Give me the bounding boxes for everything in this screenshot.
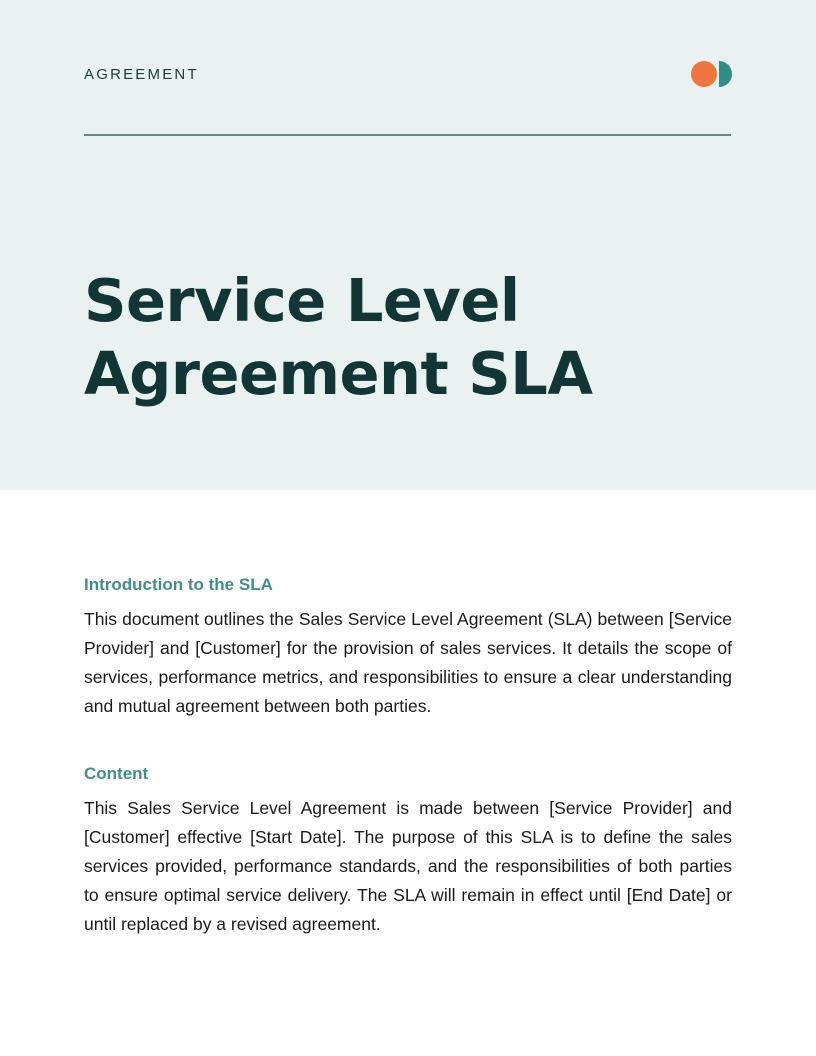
page-title [84,264,724,410]
page-title-line-2: Agreement SLA [84,339,593,408]
section-heading: Introduction to the SLA [84,575,273,594]
document-type-label: AGREEMENT [84,66,199,83]
page-title-line-1: Service Level [84,266,520,335]
section-body: This document outlines the Sales Service Level Agreement (SLA) between [Service Provider] and [Customer] for the provision of sales services. It details the scope of services, performance metrics, and responsibilities to ensure a clear understanding and mutual agreement between both parties. [84,609,732,716]
section-body: This Sales Service Level Agreement is made between [Service Provider] and [Customer] effective [Start Date]. The purpose of this SLA is to define the sales services provided, performance standards, and the responsibilities of both parties to ensure optimal service delivery. The SLA will remain in effect until [End Date] or until replaced by a revised agreement. [84,798,732,934]
section-introduction [84,574,732,721]
brand-logo-icon [691,60,733,88]
header-banner [0,0,816,490]
section-content [84,763,732,939]
header-divider [84,134,731,136]
section-heading: Content [84,764,149,783]
